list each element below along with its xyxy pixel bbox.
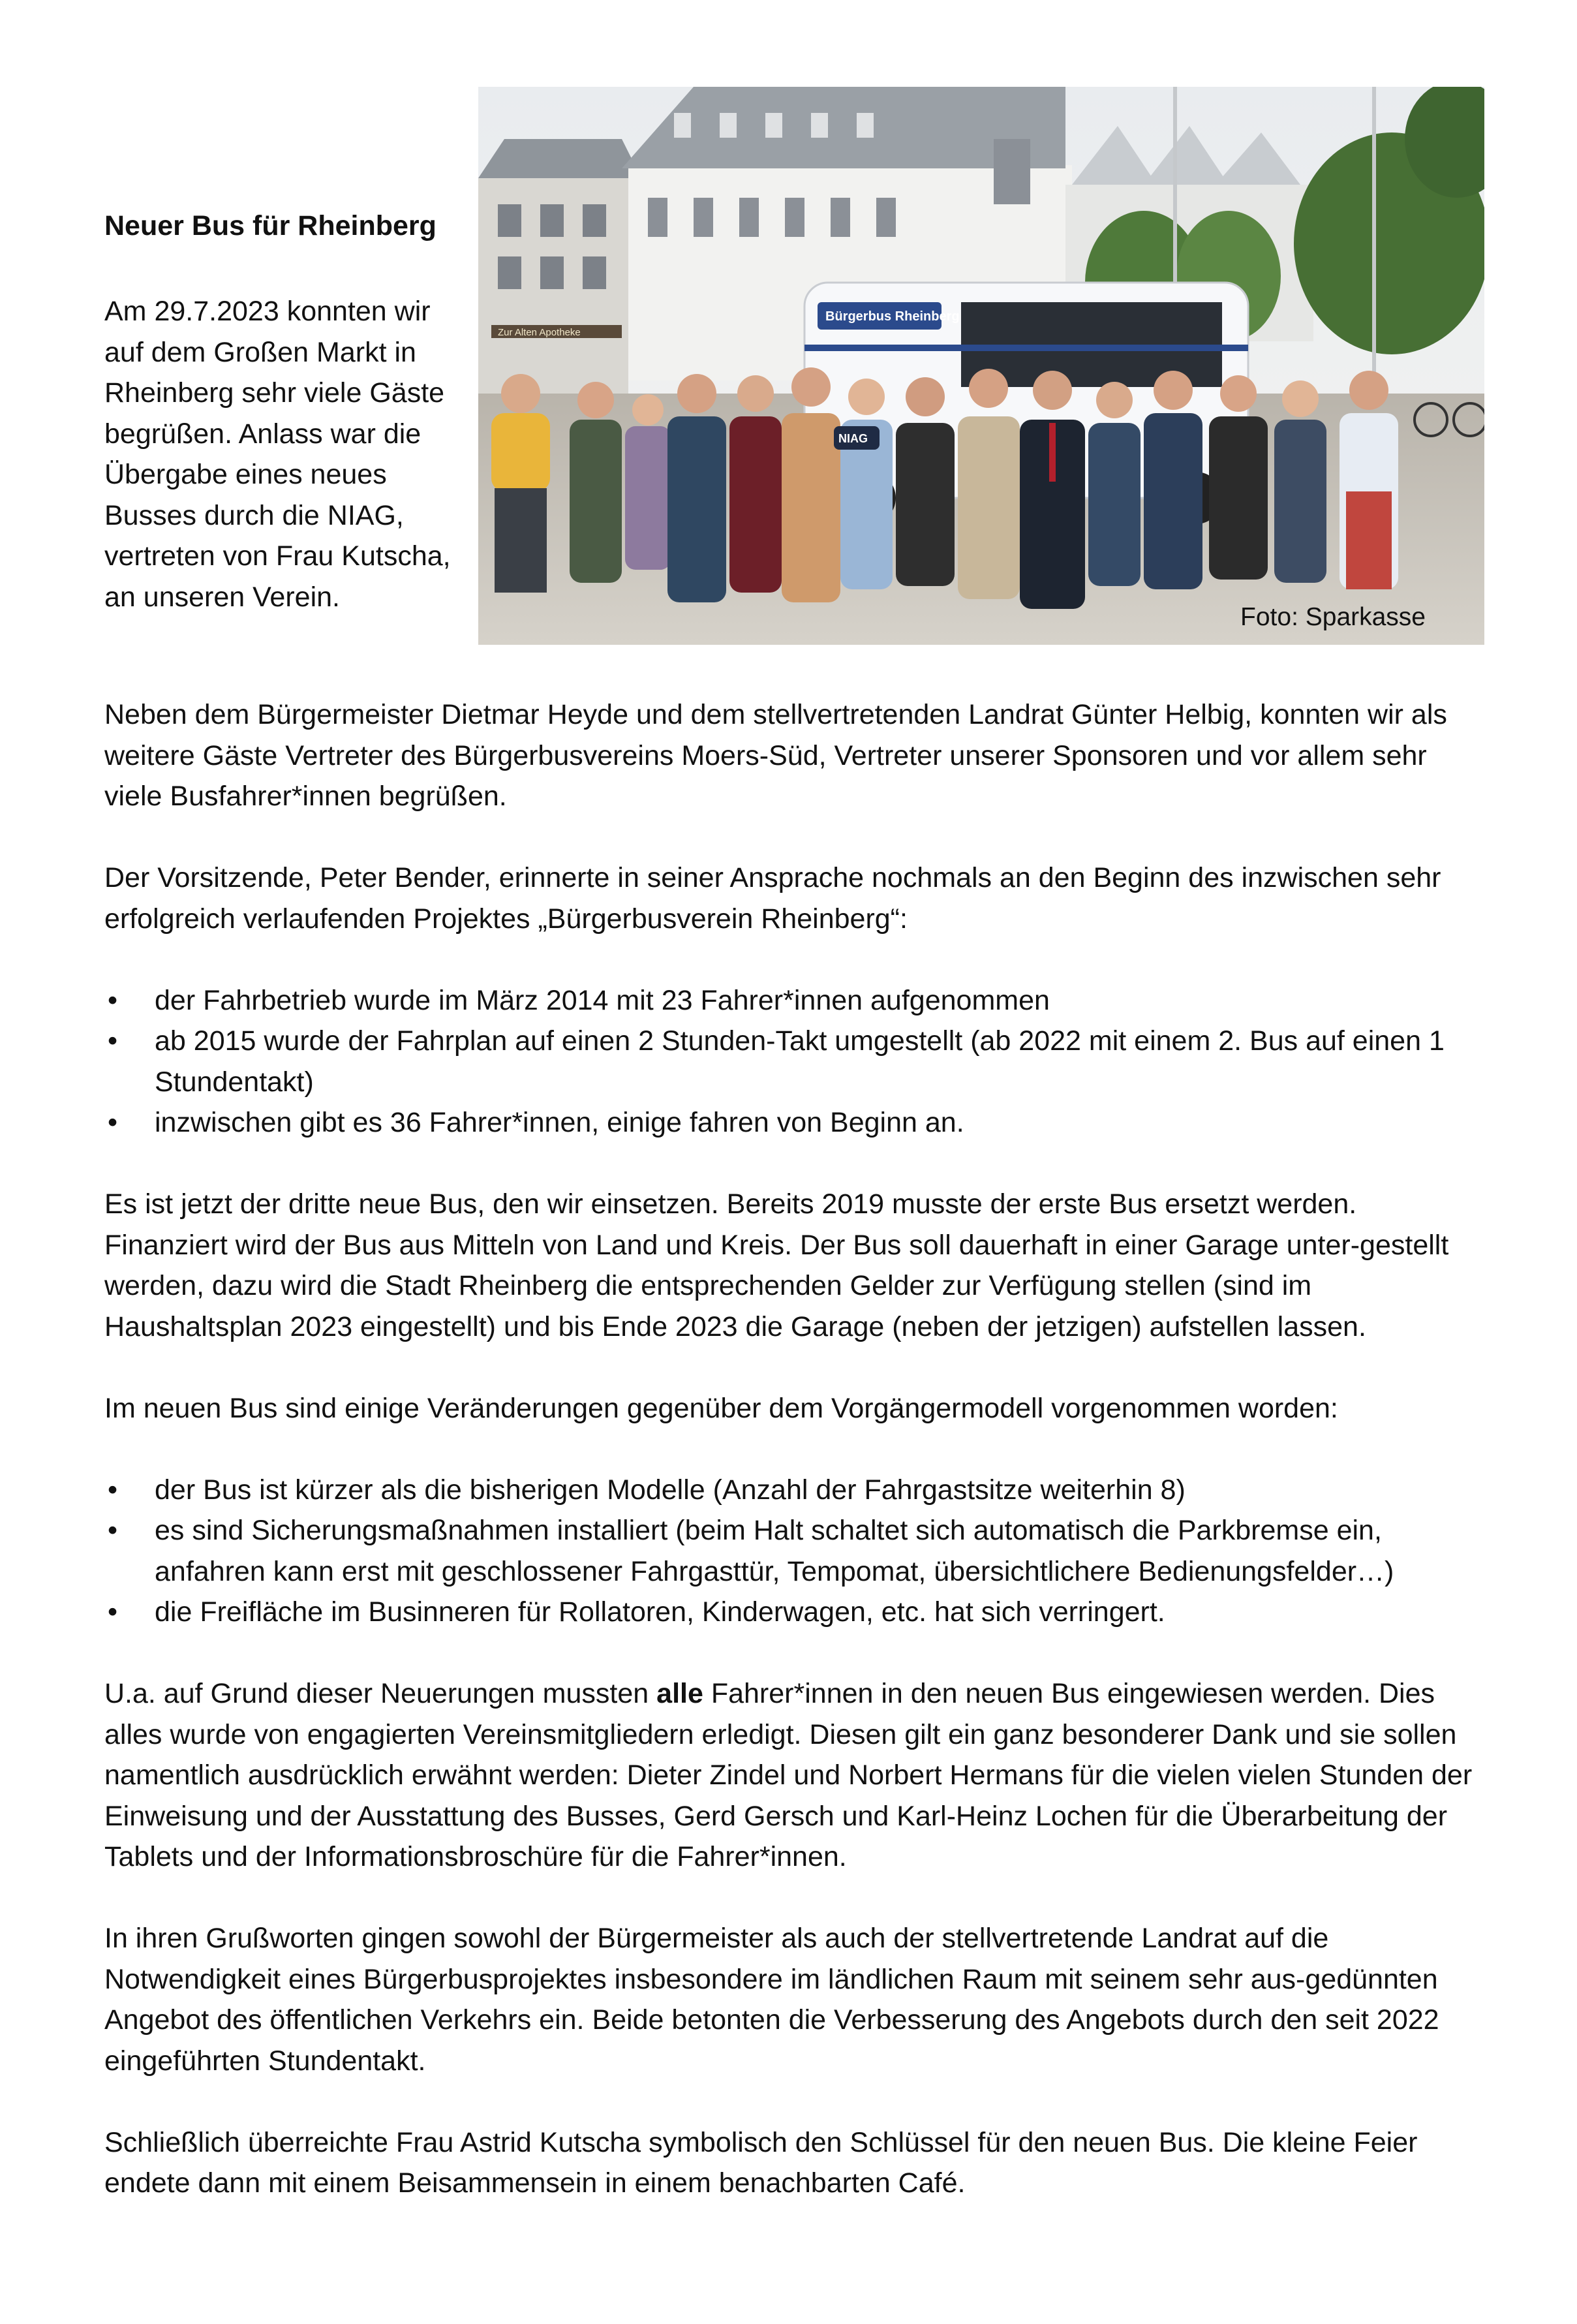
paragraph-changes-intro: Im neuen Bus sind einige Veränderungen gegenüber dem Vorgängermodell vorgenommen worden: <box>104 1392 1338 1424</box>
shop-sign: Zur Alten Apotheke <box>498 327 581 338</box>
bullet-icon: • <box>108 984 118 1016</box>
paragraph-third-bus: Es ist jetzt der dritte neue Bus, den wir einsetzen. Bereits 2019 musste der erste Bus ersetzt werden. Finanziert wird der Bus aus Mitteln von Land und Kreis. Der Bus soll dauerhaft in einer Garage unter-gestellt werden, dazu wird die Stadt Rheinberg die entsprechenden Gelder zur Verfügung stellen (sind im Haushaltsplan 2023 eingestellt) und bis Ende 2023 die Garage (neben der jetzigen) aufstellen lassen. <box>104 1188 1449 1342</box>
article-body <box>104 694 1481 2244</box>
bullet-icon: • <box>108 1474 118 1506</box>
paragraph-thanks: U.a. auf Grund dieser Neuerungen mussten alle Fahrer*innen in den neuen Bus eingewiesen werden. Dies alles wurde von engagierten Vereinsmitgliedern erledigt. Diesen gilt ein ganz besonderer Dank und sie sollen namentlich ausdrücklich erwähnt werden: Dieter Zindel und Norbert Hermans für die vielen vielen Stunden der Einweisung und der Ausstattung des Busses, Gerd Gersch und Karl-Heinz Lochen für die Überarbeitung der Tablets und der Informationsbroschüre für die Fahrer*innen. <box>104 1678 1473 1872</box>
group-photo <box>478 87 1484 645</box>
bullet-icon: • <box>108 1596 118 1628</box>
list-item: • ab 2015 wurde der Fahrplan auf einen 2 Stunden-Takt umgestellt (ab 2022 mit einem 2. Bus auf einen 1 Stundentakt) <box>104 1021 1481 1102</box>
bullet-icon: • <box>108 1107 118 1138</box>
changes-list <box>104 1470 1481 1633</box>
list-item: • es sind Sicherungsmaßnahmen installiert (beim Halt schaltet sich automatisch die Parkbremse ein, anfahren kann erst mit geschlossener Fahrgasttür, Tempomat, übersichtlichere Bedienungsfelder…) <box>104 1510 1481 1592</box>
emphasis-all: alle <box>656 1678 703 1709</box>
paragraph-speech: Der Vorsitzende, Peter Bender, erinnerte in seiner Ansprache nochmals an den Beginn des inzwischen sehr erfolgreich verlaufenden Projektes „Bürgerbusverein Rheinberg“: <box>104 862 1441 935</box>
photo-credit: Foto: Sparkasse <box>1240 603 1426 631</box>
paragraph-closing: Schließlich überreichte Frau Astrid Kutscha symbolisch den Schlüssel für den neuen Bus. Die kleine Feier endete dann mit einem Beisammensein in einem benachbarten Café. <box>104 2126 1418 2199</box>
history-list <box>104 980 1481 1143</box>
list-item: • der Fahrbetrieb wurde im März 2014 mit 23 Fahrer*innen aufgenommen <box>104 980 1481 1021</box>
paragraph-greetings: In ihren Grußworten gingen sowohl der Bürgermeister als auch der stellvertretende Landrat auf die Notwendigkeit eines Bürgerbusprojektes insbesondere im ländlichen Raum mit seinem sehr aus-gedünnten Angebot des öffentlichen Verkehrs ein. Beide betonten die Verbesserung des Angebots durch den seit 2022 eingeführten Stundentakt. <box>104 1923 1439 2077</box>
list-item: • der Bus ist kürzer als die bisherigen Modelle (Anzahl der Fahrgastsitze weiterhin 8) <box>104 1470 1481 1511</box>
article-title: Neuer Bus für Rheinberg <box>104 210 436 241</box>
list-item: • inzwischen gibt es 36 Fahrer*innen, einige fahren von Beginn an. <box>104 1102 1481 1143</box>
bullet-icon: • <box>108 1025 118 1057</box>
photo-illustration <box>478 87 1484 645</box>
key-label: NIAG <box>838 432 868 445</box>
list-item: • die Freifläche im Businneren für Rollatoren, Kinderwagen, etc. hat sich verringert. <box>104 1592 1481 1633</box>
intro-paragraph: Am 29.7.2023 konnten wir auf dem Großen Markt in Rheinberg sehr viele Gäste begrüßen. Anlass war die Übergabe eines neues Busses durch die NIAG, vertreten von Frau Kutscha, an unseren Verein. <box>104 296 451 613</box>
bullet-icon: • <box>108 1515 118 1546</box>
paragraph-guests: Neben dem Bürgermeister Dietmar Heyde und dem stellvertretenden Landrat Günter Helbig, konnten wir als weitere Gäste Vertreter des Bürgerbusvereins Moers-Süd, Vertreter unserer Sponsoren und vor allem sehr viele Busfahrer*innen begrüßen. <box>104 699 1447 812</box>
bus-sign: Bürgerbus Rheinberg <box>825 309 960 324</box>
